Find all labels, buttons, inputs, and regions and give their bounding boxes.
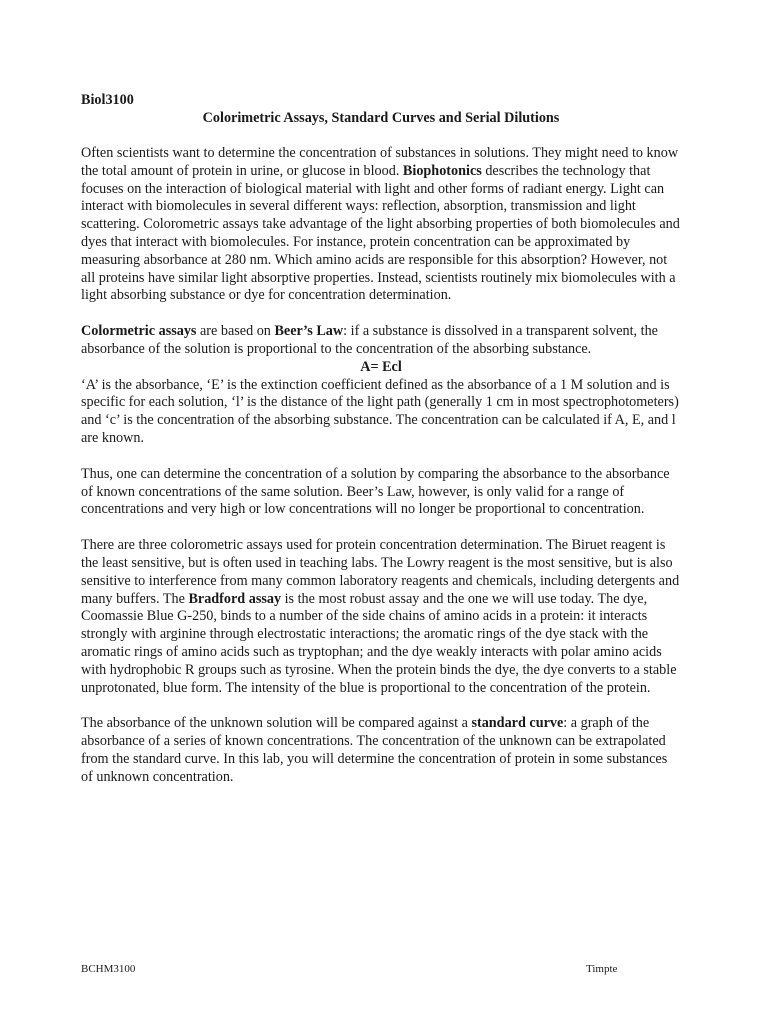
- term-biophotonics: Biophotonics: [402, 162, 482, 179]
- paragraph-intro: [81, 145, 681, 305]
- term-bradford-assay: Bradford assay: [188, 590, 282, 607]
- footer-author: Timpte: [586, 963, 618, 975]
- document-page: [81, 92, 681, 805]
- course-code: Biol3100: [81, 92, 134, 108]
- beers-law-definitions: ‘A’ is the absorbance, ‘E’ is the extinction coefficient defined as the absorbance of a 1 M solution and is specific for each solution, ‘l’ is the distance of the light path (generally 1 cm in most spectrophotometers) and ‘c’ is the concentration of the absorbing substance. The concentration can be calculated if A, E, and l are known.: [81, 376, 679, 446]
- paragraph-beers-law: [81, 323, 681, 448]
- paragraph-text: Often scientists want to determine the concentration of substances in solutions. They might need to know the total amount of protein in urine, or glucose in blood.: [81, 145, 679, 179]
- term-colormetric-assays: Colormetric assays: [81, 323, 197, 340]
- term-standard-curve: standard curve: [471, 715, 564, 732]
- footer-course-code: BCHM3100: [81, 963, 136, 975]
- term-beers-law: Beer’s Law: [274, 323, 344, 340]
- paragraph-assays: [81, 537, 681, 697]
- paragraph-text: is the most robust assay and the one we will use today. The dye, Coomassie Blue G-250, binds to a number of the side chains of amino acids in a protein: it interacts strongly with arginine through electrostatic interactions; the aromatic rings of the dye stack with the aromatic rings of amino acids such as tryptophan; and the dye weakly interacts with polar amino acids with hydrophobic R groups such as tyrosine. When the protein binds the dye, the dye converts to a stable unprotonated, blue form. The intensity of the blue is proportional to the concentration of the protein.: [81, 590, 677, 696]
- paragraph-text: The absorbance of the unknown solution will be compared against a: [81, 715, 472, 732]
- paragraph-standard-curve: [81, 715, 681, 786]
- paragraph-text: : if a substance is dissolved in a transparent solvent, the absorbance of the solution is proportional to the concentration of the absorbing substance.: [81, 323, 658, 357]
- paragraph-text: : a graph of the absorbance of a series of known concentrations. The concentration of the unknown can be extrapolated from the standard curve. In this lab, you will determine the concentration of protein in some substances of unknown concentration.: [81, 715, 668, 785]
- paragraph-text: There are three colorometric assays used for protein concentration determination. The Biruet reagent is the least sensitive, but is often used in teaching labs. The Lowry reagent is the most sensitive, but is also sensitive to interference from many common laboratory reagents and chemicals, including detergents and many buffers. The: [81, 537, 680, 607]
- beers-law-formula: A= Ecl: [360, 358, 402, 375]
- document-title: Colorimetric Assays, Standard Curves and Serial Dilutions: [202, 110, 560, 126]
- paragraph-text: are based on: [196, 323, 275, 340]
- beers-law-intro: [81, 323, 681, 359]
- paragraph-text: describes the technology that focuses on the interaction of biological material with light and other forms of radiant energy. Light can interact with biomolecules in several different ways: reflection, absorption, transmission and light scattering. Colorometric assays take advantage of the light absorbing properties of both biomolecules and dyes that interact with biomolecules. For instance, protein concentration can be approximated by measuring absorbance at 280 nm. Which amino acids are responsible for this absorption? However, not all proteins have similar light absorptive properties. Instead, scientists routinely mix biomolecules with a light absorbing substance or dye for concentration determination.: [81, 162, 680, 304]
- paragraph-validity: Thus, one can determine the concentration of a solution by comparing the absorbance to the absorbance of known concentrations of the same solution. Beer’s Law, however, is only valid for a range of concentrations and very high or low concentrations will no longer be proportional to concentration.: [81, 465, 670, 518]
